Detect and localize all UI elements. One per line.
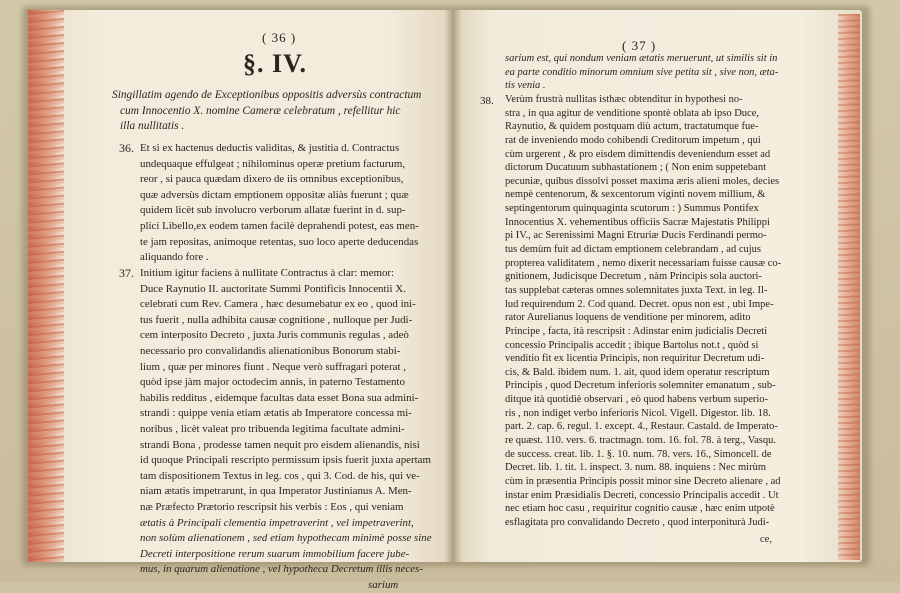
text-line: part. 2. cap. 6. regul. 1. except. 4., Restaur. Castald. de Imperato- <box>505 421 778 433</box>
text-line: stra , in qua agitur de venditione spontè oblata ab ipso Duce, <box>505 107 759 119</box>
text-line: tas supplebat cæteras omnes solemnitates juxta Text. in leg. Il- <box>505 284 768 296</box>
text-line: non solùm alienationem , sed etiam hypothecam minimè posse sine <box>140 532 432 545</box>
text-line: te jam repositas, animoque retentas, suo loco aperte deducendas <box>140 235 419 248</box>
text-line: re quæst. 110. vers. 6. tractmagn. tom. 16. fol. 78. à terg., Vasqu. <box>505 435 777 447</box>
text-line: Principe , facta, ità rescripsit : Adinstar enim judicialis Decreti <box>505 325 768 337</box>
text-line: id quoque Principali rescripto permissum ipsis fuerit juxta apertam <box>140 454 431 467</box>
right-page-top-text <box>505 52 778 93</box>
text-line: Innocentius X. vehementibus officiis Sacræ Majestatis Philippi <box>505 216 770 228</box>
section-summary <box>112 88 421 135</box>
text-line: nec etiam hoc casu , requiritur cognitio causæ , hæc enim utpotè <box>505 503 775 515</box>
paragraph-number-36: 36. <box>119 141 134 155</box>
book-gutter <box>444 10 462 562</box>
text-line: tam dispositionem Textus in leg. cos , qui 3. Cod. de his, qui ve- <box>140 469 420 482</box>
text-line: dictorum Ducatuum subhastationem ; ( Non enim suppetebant <box>505 162 766 174</box>
text-line: habilis redditus , eidemque facultas data esset Bona sua admini- <box>140 391 419 404</box>
text-line: næ Præfecto Prætorio rescripsit his verbis : Eos , qui veniam <box>140 500 404 513</box>
text-line: noribus , licèt valeat pro tribuenda legitima facultate admini- <box>140 422 405 435</box>
text-line: quidem licèt sub involucro verborum allatæ fuerint in d. sup- <box>140 204 406 217</box>
right-page-red-edge <box>838 14 860 560</box>
text-line: cùm urgerent , & pro eisdem dimittendis deveniendum esset ad <box>505 148 771 160</box>
catchword-left: sarium <box>368 578 399 591</box>
text-line: Duce Raynutio II. auctoritate Summi Pontificis Innocentii X. <box>140 282 406 295</box>
text-line: instar enim Præsidialis Decreti, concessio Principalis accedit . Ut <box>505 489 779 501</box>
text-line: pi IV., ac Serenissimi Magni Etruriæ Ducis Ferdinandi permo- <box>505 230 767 242</box>
text-line: necessario pro convalidandis alienationibus Bonorum stabi- <box>140 344 401 357</box>
summary-line: cum Innocentio X. nomine Cameræ celebratum , refellitur hic <box>120 104 401 117</box>
text-line: celebrati cum Rev. Camera , hæc desumebatur ex eo , quod ini- <box>140 298 416 311</box>
section-heading: §. IV. <box>243 49 308 78</box>
left-page-number: ( 36 ) <box>262 30 297 45</box>
text-line: Et si ex hactenus deductis validitas, & justitia d. Contractus <box>140 142 400 154</box>
text-line: propterea validitatem , nemo dixerit necessariam fuisse causæ co- <box>505 257 782 269</box>
text-line: mus, in quarum alienatione , vel hypotheca Decretum illis neces- <box>140 563 423 576</box>
paragraph-number-37: 37. <box>119 266 134 280</box>
summary-line: Singillatim agendo de Exceptionibus oppositis adversùs contractum <box>112 89 422 101</box>
text-line: quòd ipse jàm major octodecim annis, in paterno Testamento <box>140 376 405 389</box>
text-line: ditque ità quotidiè observari , eò quod habens verbum superio- <box>505 394 769 406</box>
text-line: ea parte conditio minorum omnium sive petita sit , sive non, æta- <box>505 66 779 78</box>
text-line: undequaque effulgeat ; nihilominus operæ pretium facturum, <box>140 157 406 170</box>
text-line: septingentorum quinquaginta scutorum : ) Summus Pontifex <box>505 203 759 215</box>
text-line: rat de inveniendo modo cohibendi Creditorum impetum , qui <box>505 134 761 146</box>
text-line: esflagitata pro convalidando Decreto , quod interponiturà Judi- <box>505 516 770 528</box>
text-line: nempè centenorum, & sexcentorum viginti novem millium, & <box>505 189 766 201</box>
paragraph-number-38: 38. <box>480 95 494 107</box>
text-line: Decret. lib. 1. tit. 1. inspect. 3. num. 88. inquiens : Nec mirùm <box>505 462 766 474</box>
text-line: Verùm frustrà nullitas isthæc obtenditur in hypothesi no- <box>505 94 743 105</box>
right-page-number: ( 37 ) <box>622 38 657 53</box>
text-line: tis venia . <box>505 80 546 92</box>
text-line: pecuniæ, quibus dissolvi posset maxima æris alieni moles, decies <box>505 175 780 187</box>
text-line: aliquando fore . <box>140 251 209 264</box>
text-line: strandi Bona , prodesse tamen nequit pro eisdem alienandis, nisi <box>140 438 420 451</box>
text-line: strandi : quippe venia etiam ætatis ab Imperatore concessa mi- <box>140 407 412 420</box>
text-line: tus fuerit , nulla adhibita causæ cognitione , nulloque per Judi- <box>140 313 413 326</box>
summary-line: illa nullitatis . <box>120 120 185 133</box>
text-line: Initium igitur faciens à nullitate Contractus à clar: memor: <box>140 267 395 279</box>
left-page-red-edge <box>28 10 64 562</box>
text-line: tus demùm fuit ad dictam emptionem celebrandam , ad cujus <box>505 244 762 256</box>
text-line: de success. creat. lib. 1. §. 10. num. 78. vers. 16., Simoncell. de <box>505 448 772 460</box>
text-line: lium , quæ per minores fiunt . Neque verò suffragari poterat , <box>140 360 406 373</box>
text-line: ætatis à Principali clementia impetraverint , vel impetraverint, <box>140 516 414 529</box>
text-line: quæ adversùs dictam emptionem oppositæ aliàs fuerunt ; quæ <box>140 188 409 201</box>
text-line: cùm in præsentia Principis possit minor sine Decreto alienare , ad <box>505 475 781 487</box>
paragraph-38 <box>505 93 781 530</box>
text-line: Decreti interpositione rerum suarum immobilium facere jube- <box>140 547 410 560</box>
text-line: ris , non indiget verbo inferioris Nicol. Vigell. Digestor. lib. 18. <box>505 407 771 419</box>
text-line: plici Libello,ex eodem tamen facilè deprahendi potest, eas men- <box>140 219 419 232</box>
text-line: cis, & Bald. ibidem num. 1. ait, quod idem operatur rescriptum <box>505 366 770 378</box>
text-line: gnitionem, Judicisque Decretum , nàm Principis sola auctori- <box>505 271 762 283</box>
text-line: Raynutio, & quidem postquam diù actum, tractatumque fue- <box>505 121 759 133</box>
text-line: concessio Principalis accedit ; ibique Bartolus not.t , quòd si <box>505 339 759 351</box>
text-line: reor , si pauca quædam dixero de iis omnibus exceptionibus, <box>140 173 404 186</box>
text-line: sarium est, qui nondum veniam ætatis meruerunt, ut similis sit in <box>505 53 778 64</box>
text-line: lud requirendum 2. Cod quand. Decret. opus non est , ubi Impe- <box>505 298 774 310</box>
text-line: Principis , quod Decretum inferioris solemniter emanatum , sub- <box>505 380 776 392</box>
text-line: venditio fit ex licentia Principis, non requiritur Decretum udi- <box>505 353 765 365</box>
catchword-right: ce, <box>760 534 772 545</box>
paragraph-37 <box>140 266 432 593</box>
text-line: rator Aurelianus loquens de venditione per minorem, adito <box>505 312 751 324</box>
paragraph-36 <box>140 141 419 266</box>
text-line: cem interposito Decreto , juxta Juris communis regulas , adeò <box>140 329 409 342</box>
text-line: niam ætatis impetrarunt, in qua Imperator Justinianus A. Men- <box>140 485 412 498</box>
